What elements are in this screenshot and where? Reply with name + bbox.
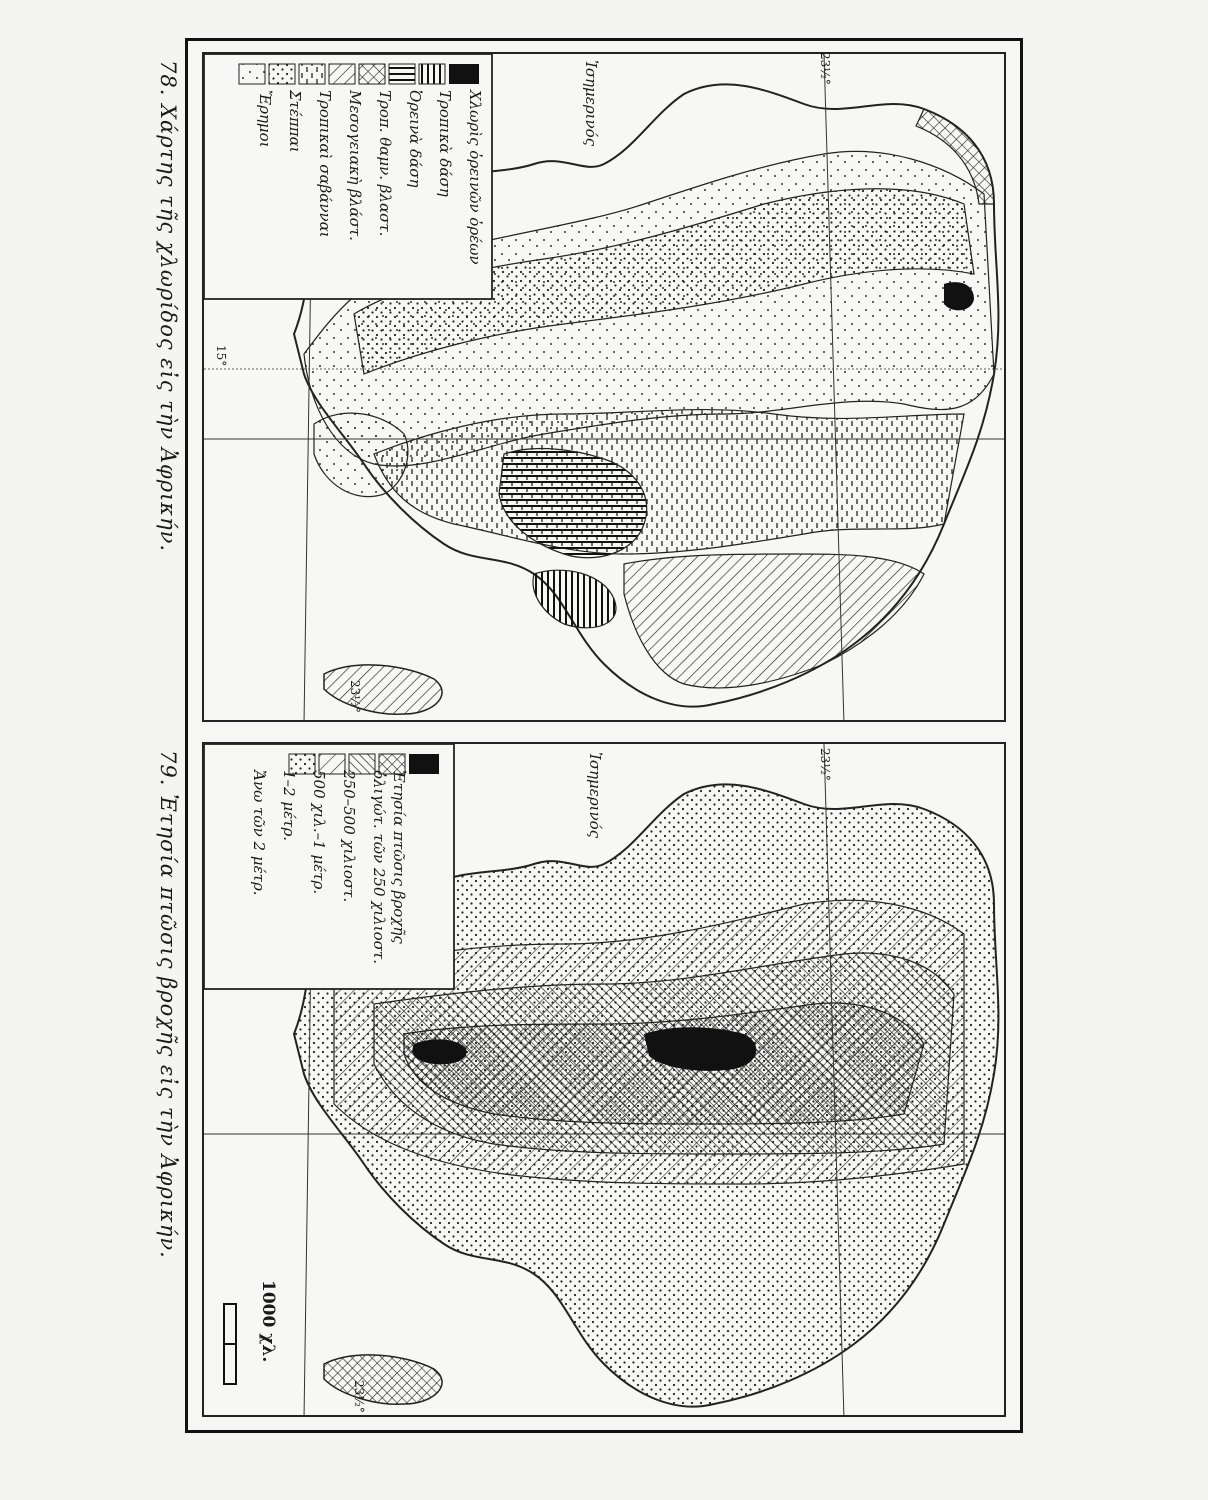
tropic-label: 23½°	[818, 748, 832, 781]
legend-swatch	[419, 64, 445, 84]
legend-label: Μεσογειακὴ βλάστ.	[346, 90, 364, 241]
legend-swatch	[449, 64, 479, 84]
legend-swatch	[409, 754, 439, 774]
legend-label: Ὀρεινὰ δάση	[406, 90, 424, 188]
south-region	[314, 413, 408, 497]
legend-swatch	[329, 64, 355, 84]
legend-label: Ἄνω τῶν 2 μέτρ.	[250, 770, 268, 896]
legend-box-bottom	[204, 744, 454, 989]
equator-label-bottom: Ἰσημερινός	[586, 752, 604, 839]
legend-label: ὀλιγώτ. τῶν 250 χιλιοστ.	[370, 770, 388, 964]
legend-swatch	[269, 64, 295, 84]
legend-label: Τροπ. θαμν. βλαστ.	[376, 90, 394, 237]
tropic-label: 23½°	[352, 1380, 366, 1413]
legend-label: 1–2 μέτρ.	[280, 770, 298, 842]
equator-label-top: Ἰσημερινός	[582, 60, 600, 147]
legend-label: Στέππαι	[286, 90, 304, 153]
legend-swatch	[389, 64, 415, 84]
madagascar-bottom	[324, 1355, 442, 1404]
legend-label: 250–500 χιλιοστ.	[340, 770, 358, 903]
legend-label: 500 χιλ.–1 μέτρ.	[310, 770, 328, 895]
legend-swatches-top	[239, 64, 479, 84]
legend-label: Ἔρημοι	[256, 90, 274, 148]
legend-label: Τροπικὰ δάση	[436, 90, 454, 197]
legend-label: Τροπικαὶ σαβάνναι	[316, 90, 334, 238]
tropic-label: 23½°	[818, 52, 832, 85]
scale-label: 1000 χλ.	[258, 1280, 278, 1363]
legend-swatch	[299, 64, 325, 84]
caption-vegetation-map: 78. Χάρτης τῆς χλωρίδος εἰς τὴν Ἀφρικήν.	[156, 60, 180, 553]
madagascar-top	[324, 665, 442, 714]
legend-swatch	[359, 64, 385, 84]
caption-rainfall-map: 79. Ἐτησία πτῶσις βροχῆς εἰς τὴν Ἀφρικήν.	[156, 750, 180, 1259]
legend-label: Ἐτησία πτῶσις βροχῆς	[390, 770, 408, 944]
legend-swatch	[239, 64, 265, 84]
shrub-region	[624, 554, 924, 688]
legend-label: Χλωρὶς ὀρεινῶν ὀρέων	[466, 90, 484, 265]
meridian-label: 15°	[214, 345, 228, 367]
tropic-label: 23½°	[348, 680, 362, 713]
